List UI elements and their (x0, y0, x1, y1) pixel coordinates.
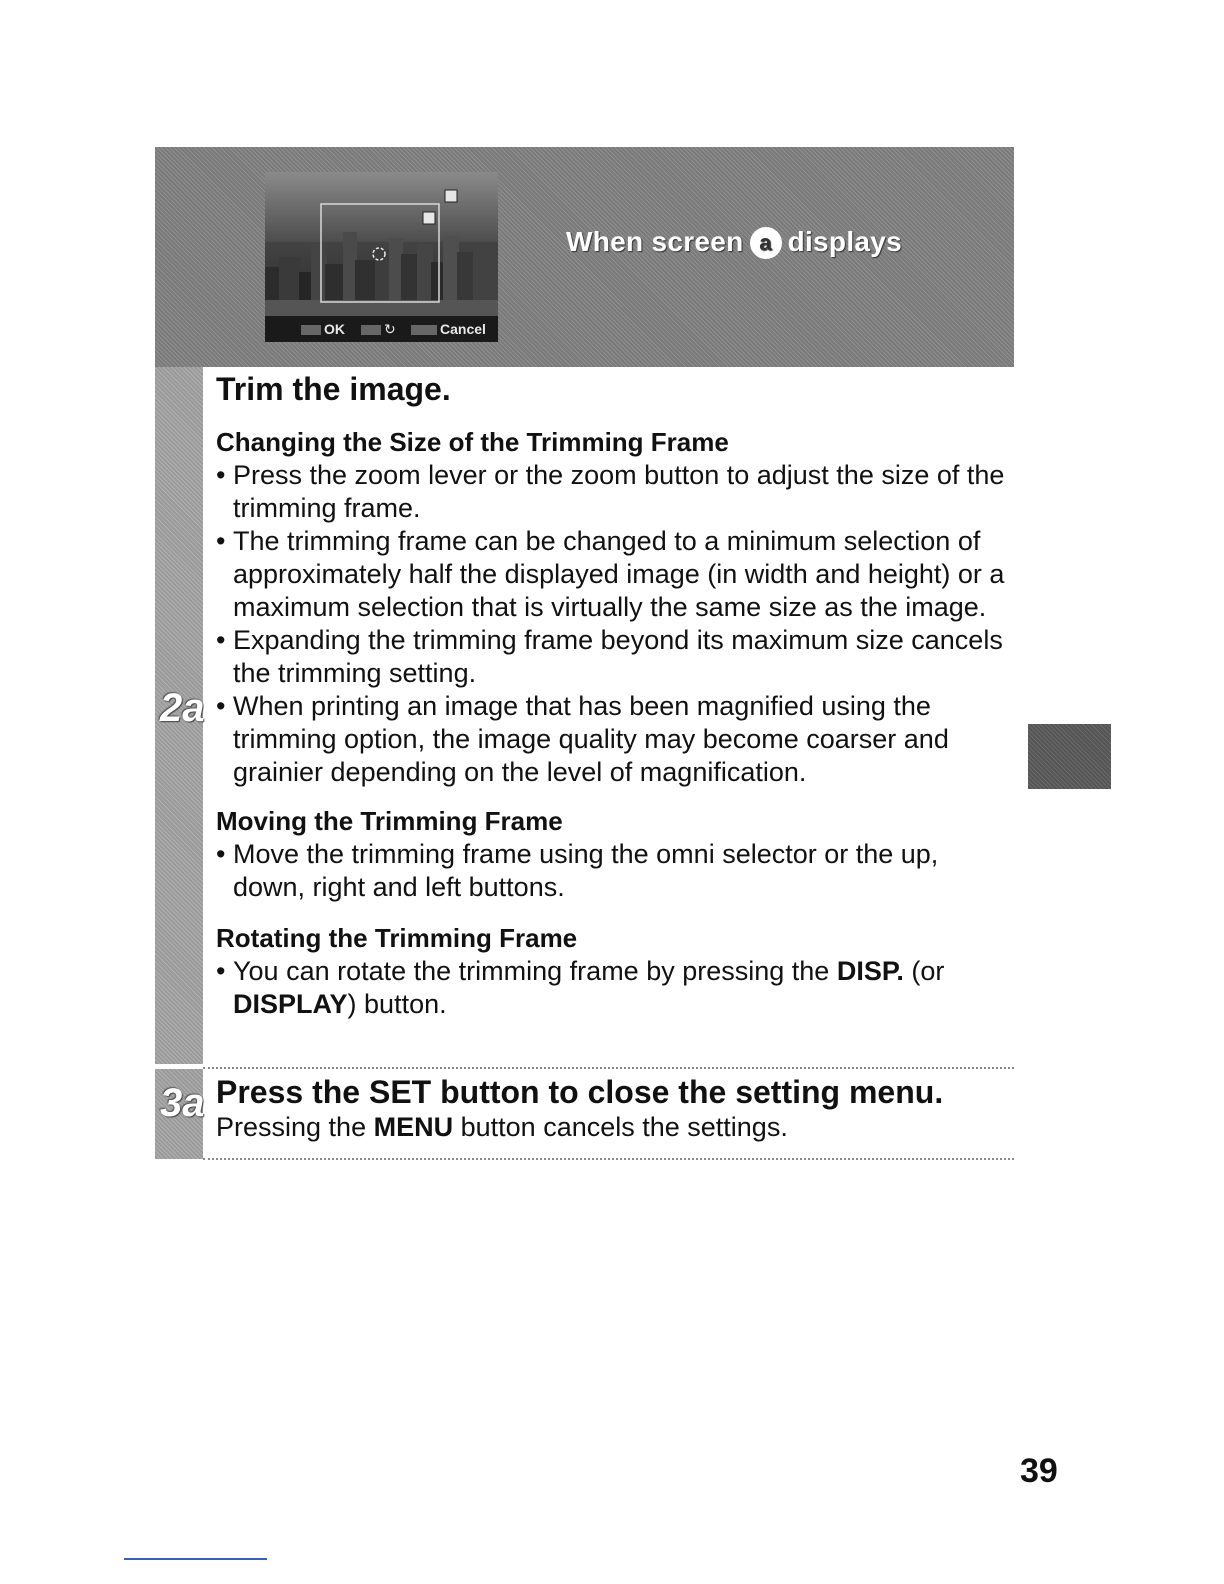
display-button-name: DISPLAY (233, 989, 348, 1019)
menu-button-icon (411, 325, 437, 335)
divider (203, 1067, 1014, 1069)
size-bullets (216, 459, 1011, 789)
set-button-icon (301, 325, 321, 335)
list-item: • Move the trimming frame using the omni selector or the up, down, right and left buttons. (216, 838, 1011, 904)
divider (203, 1158, 1014, 1160)
step-3a-text: Pressing the (216, 1112, 367, 1142)
rotate-text-middle: (or (911, 956, 945, 986)
rotate-text-end: ) button. (347, 989, 447, 1019)
disp-button-name: DISP. (836, 956, 904, 986)
rotate-bullets (216, 955, 1011, 1021)
header-title-suffix: displays (787, 226, 903, 257)
header-title (566, 226, 902, 259)
cancel-label: Cancel (440, 321, 486, 337)
step-2a-title: Trim the image. (216, 371, 451, 407)
section-heading-size: Changing the Size of the Trimming Frame (216, 427, 729, 457)
step-2a-content (216, 370, 1011, 1021)
step-3a-text-end: button cancels the settings. (460, 1112, 788, 1142)
list-item: • When printing an image that has been magnified using the trimming option, the image quality may become coarser and grainier depending on the level of magnification. (216, 690, 1011, 789)
section-heading-rotate: Rotating the Trimming Frame (216, 923, 578, 953)
step-3a-body (216, 1111, 1011, 1144)
header-title-text: When screen (566, 226, 744, 257)
move-bullets (216, 838, 1011, 904)
screen-button-bar (265, 316, 498, 342)
disp-button-icon (361, 325, 381, 335)
city-skyline-image (265, 172, 498, 317)
step-3a-label: 3a (160, 1081, 205, 1125)
screen-rotate-hint: ↻ (361, 316, 396, 342)
ok-label: OK (324, 321, 345, 337)
footer-rule (124, 1558, 267, 1560)
camera-screen-preview (265, 172, 498, 342)
list-item: • Expanding the trimming frame beyond its maximum size cancels the trimming setting. (216, 624, 1011, 690)
screen-cancel-hint (411, 316, 486, 342)
list-item: • Press the zoom lever or the zoom button to adjust the size of the trimming frame. (216, 459, 1011, 525)
page-number: 39 (1020, 1452, 1058, 1490)
rotate-text: You can rotate the trimming frame by pressing the (233, 956, 830, 986)
section-heading-move: Moving the Trimming Frame (216, 806, 563, 836)
screen-ok-hint (301, 316, 345, 342)
list-item: • The trimming frame can be changed to a minimum selection of approximately half the displayed image (in width and height) or a maximum selection that is virtually the same size as the image. (216, 525, 1011, 624)
step-3a-title: Press the SET button to close the setting menu. (216, 1074, 944, 1110)
step-2a-label: 2a (160, 686, 205, 730)
screen-a-circle-icon: a (750, 227, 782, 259)
step-3a-content (216, 1073, 1011, 1144)
step-3a-marker (155, 1069, 203, 1159)
chapter-side-tab (1028, 724, 1111, 789)
menu-button-name: MENU (373, 1112, 454, 1142)
step-2a-marker (155, 367, 203, 1064)
list-item (216, 955, 1011, 1021)
